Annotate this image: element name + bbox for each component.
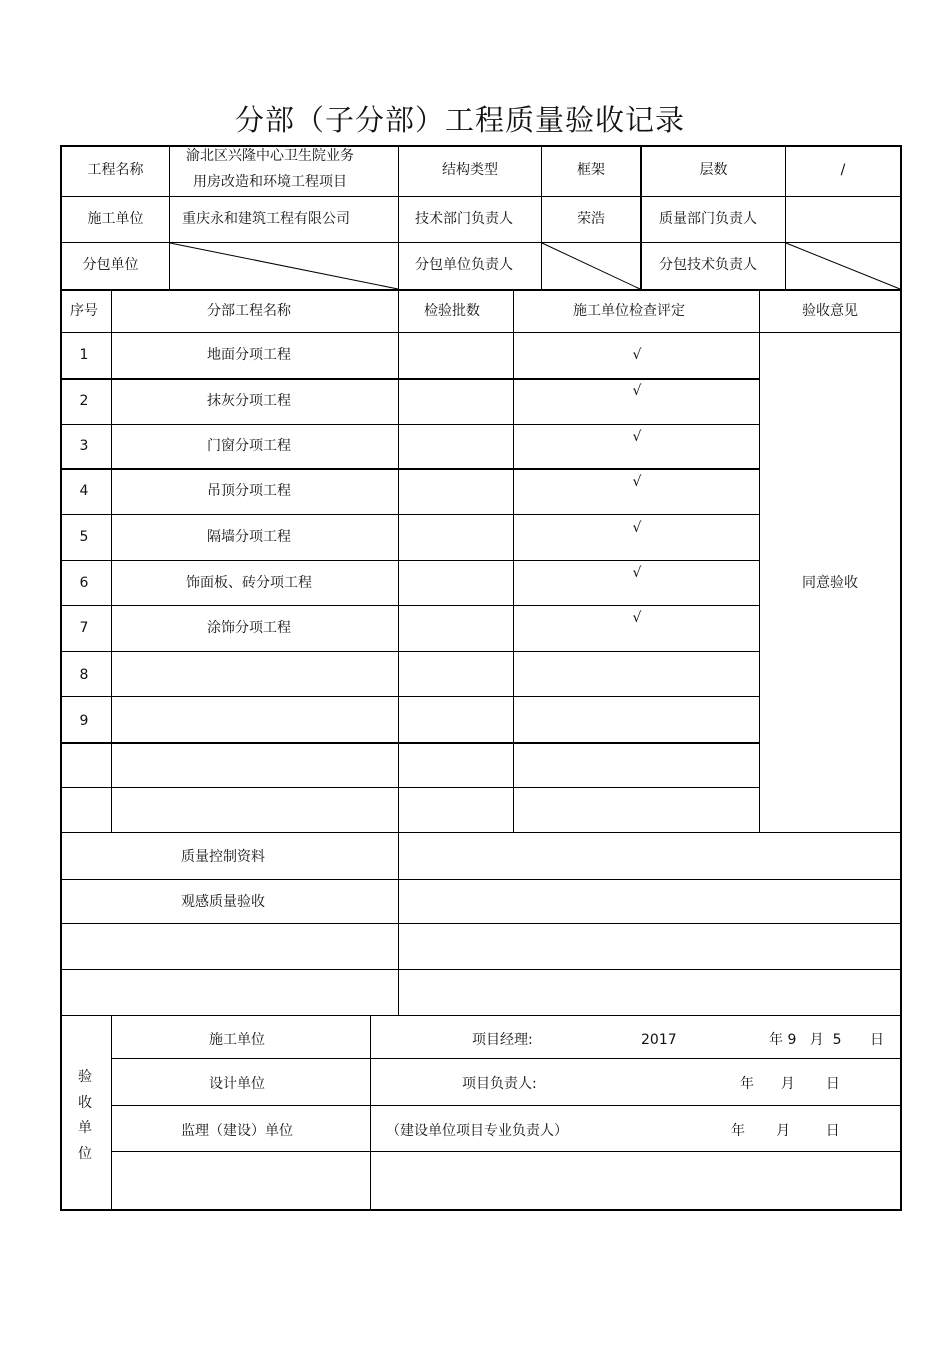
frame-bottom bbox=[60, 1209, 902, 1211]
supervision-date: 年 月 日 bbox=[731, 1123, 840, 1139]
quality-docs-label: 质量控制资料 bbox=[181, 849, 265, 865]
contractor-label: 施工单位 bbox=[87, 211, 144, 227]
design-head-label: 项目负责人: bbox=[462, 1076, 537, 1092]
rule bbox=[60, 605, 760, 606]
col-header-batches: 检验批数 bbox=[424, 303, 480, 319]
rule bbox=[60, 923, 902, 924]
row-name: 涂饰分项工程 bbox=[207, 620, 291, 636]
sub-head-label: 分包单位负责人 bbox=[415, 257, 513, 273]
rule bbox=[60, 196, 902, 197]
acceptance-unit-char: 收 bbox=[78, 1095, 92, 1111]
rule bbox=[60, 289, 902, 291]
rule bbox=[60, 879, 902, 880]
row-no: 2 bbox=[79, 393, 89, 409]
rule bbox=[60, 242, 902, 243]
design-date: 年 月 日 bbox=[740, 1076, 840, 1092]
supervision-head-label: （建设单位项目专业负责人） bbox=[386, 1123, 568, 1139]
acceptance-unit-char: 单 bbox=[78, 1120, 92, 1136]
row-no: 4 bbox=[79, 483, 89, 499]
frame-right bbox=[900, 145, 902, 1211]
pm-label: 项目经理: bbox=[472, 1032, 533, 1048]
quality-head-label: 质量部门负责人 bbox=[659, 211, 757, 227]
pm-day: 日 bbox=[870, 1032, 884, 1048]
pm-date: 年 9 月 5 bbox=[769, 1032, 842, 1048]
col-header-check: 施工单位检查评定 bbox=[573, 303, 685, 319]
rule bbox=[60, 424, 760, 425]
row-no: 7 bbox=[79, 620, 89, 636]
rule bbox=[169, 145, 170, 290]
rule bbox=[60, 1015, 902, 1016]
row-no: 6 bbox=[79, 575, 89, 591]
tech-head-label: 技术部门负责人 bbox=[415, 211, 513, 227]
rule bbox=[60, 696, 760, 697]
col-header-no: 序号 bbox=[70, 303, 98, 319]
rule bbox=[60, 560, 760, 561]
row-no: 3 bbox=[79, 438, 89, 454]
row-check: √ bbox=[632, 610, 642, 626]
rule bbox=[111, 290, 112, 833]
row-no: 1 bbox=[79, 347, 89, 363]
rule bbox=[513, 290, 514, 833]
appearance-label: 观感质量验收 bbox=[181, 894, 265, 910]
acceptance-unit-char: 位 bbox=[78, 1146, 92, 1162]
floors-label: 层数 bbox=[699, 162, 728, 178]
rule bbox=[398, 833, 399, 1015]
row-name: 抹灰分项工程 bbox=[207, 393, 291, 409]
rule bbox=[60, 332, 760, 333]
rule bbox=[111, 1151, 902, 1152]
row-check: √ bbox=[632, 474, 642, 490]
row-no: 8 bbox=[79, 667, 89, 683]
subcontractor-label: 分包单位 bbox=[82, 257, 139, 273]
rule bbox=[111, 1058, 902, 1059]
project-name-line2: 用房改造和环境工程项目 bbox=[193, 174, 347, 190]
acceptance-unit-char: 验 bbox=[78, 1069, 92, 1085]
rule bbox=[60, 378, 760, 380]
rule bbox=[111, 1105, 902, 1106]
row-name: 地面分项工程 bbox=[207, 347, 291, 363]
acceptance-opinion: 同意验收 bbox=[802, 575, 858, 591]
project-name-label: 工程名称 bbox=[87, 162, 144, 178]
rule bbox=[60, 969, 902, 970]
rule bbox=[370, 1015, 371, 1210]
row-no: 9 bbox=[79, 713, 89, 729]
floors-value: / bbox=[840, 162, 846, 178]
acc-contractor-label: 施工单位 bbox=[209, 1032, 265, 1048]
rule bbox=[398, 290, 399, 833]
design-label: 设计单位 bbox=[209, 1076, 265, 1092]
supervision-label: 监理（建设）单位 bbox=[181, 1123, 293, 1139]
rule bbox=[759, 290, 760, 833]
row-name: 饰面板、砖分项工程 bbox=[186, 575, 312, 591]
rule bbox=[60, 468, 760, 470]
row-name: 隔墙分项工程 bbox=[207, 529, 291, 545]
page-title: 分部（子分部）工程质量验收记录 bbox=[234, 103, 685, 137]
row-check: √ bbox=[632, 429, 642, 445]
rule bbox=[60, 832, 902, 833]
structure-type-value: 框架 bbox=[577, 162, 605, 178]
rule bbox=[60, 514, 760, 515]
row-check: √ bbox=[632, 347, 642, 363]
row-check: √ bbox=[632, 383, 642, 399]
project-name-line1: 渝北区兴隆中心卫生院业务 bbox=[186, 148, 354, 164]
col-header-name: 分部工程名称 bbox=[207, 303, 291, 319]
row-no: 5 bbox=[79, 529, 89, 545]
contractor-value: 重庆永和建筑工程有限公司 bbox=[182, 211, 350, 227]
row-check: √ bbox=[632, 520, 642, 536]
sub-tech-head-label: 分包技术负责人 bbox=[659, 257, 757, 273]
structure-type-label: 结构类型 bbox=[442, 162, 498, 178]
rule bbox=[60, 787, 760, 788]
row-name: 门窗分项工程 bbox=[207, 438, 291, 454]
row-name: 吊顶分项工程 bbox=[207, 483, 291, 499]
tech-head-value: 荣浩 bbox=[577, 211, 605, 227]
row-check: √ bbox=[632, 565, 642, 581]
rule bbox=[60, 742, 760, 744]
pm-year: 2017 bbox=[641, 1032, 677, 1048]
rule bbox=[760, 332, 902, 333]
col-header-opinion: 验收意见 bbox=[802, 303, 858, 319]
rule bbox=[60, 651, 760, 652]
